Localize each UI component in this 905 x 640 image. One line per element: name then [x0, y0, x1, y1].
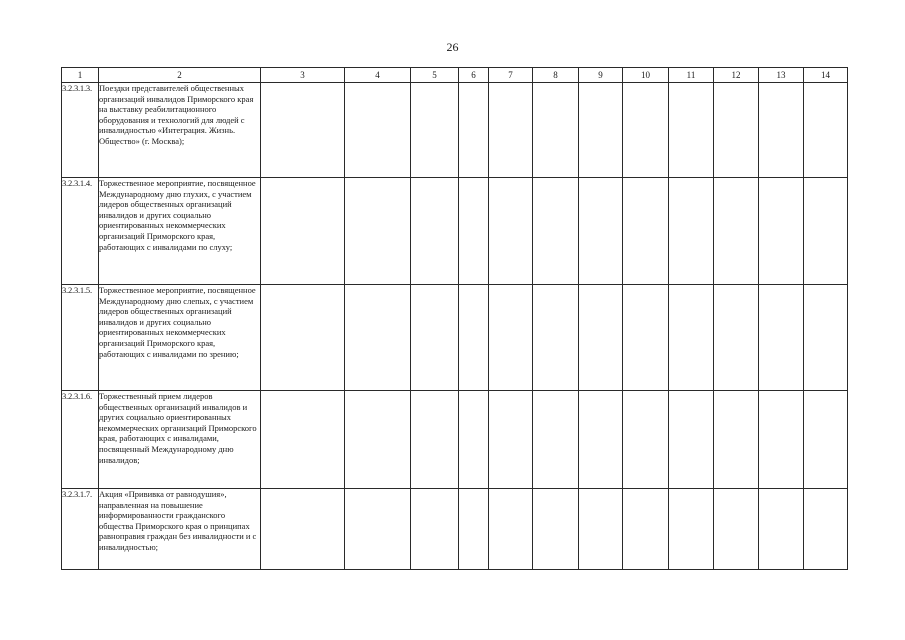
table-cell — [459, 178, 489, 285]
table-cell — [459, 83, 489, 178]
table-cell — [345, 178, 411, 285]
table-cell — [533, 83, 579, 178]
table-cell — [533, 285, 579, 391]
table-cell — [579, 285, 623, 391]
table-cell — [714, 285, 759, 391]
table-cell — [579, 83, 623, 178]
table-cell — [759, 178, 804, 285]
column-header: 6 — [459, 68, 489, 83]
table-row — [62, 391, 848, 489]
column-header: 11 — [669, 68, 714, 83]
column-header: 8 — [533, 68, 579, 83]
table-cell — [533, 178, 579, 285]
table-cell — [411, 178, 459, 285]
table-cell — [669, 178, 714, 285]
table-cell — [345, 285, 411, 391]
table-cell — [714, 178, 759, 285]
table-cell — [804, 391, 848, 489]
table-cell — [623, 83, 669, 178]
header-row — [62, 68, 848, 83]
table-cell — [345, 489, 411, 570]
item-description: Поездки представителей общественных организаций инвалидов Приморского края на выставку реабилитационного оборудования и технологий для людей с инвалидностью «Интеграция. Жизнь. Общество» (г. Москва); — [99, 83, 261, 178]
table-cell — [759, 391, 804, 489]
column-header: 5 — [411, 68, 459, 83]
item-code: 3.2.3.1.3. — [62, 83, 99, 178]
item-description: Торжественное мероприятие, посвященное Международному дню глухих, с участием лидеров общественных организаций инвалидов и других социально ориентированных некоммерческих организаций Приморского края, работающих с инвалидами по слуху; — [99, 178, 261, 285]
table-cell — [804, 489, 848, 570]
table-cell — [623, 489, 669, 570]
table-cell — [623, 285, 669, 391]
table-cell — [669, 391, 714, 489]
table-cell — [759, 489, 804, 570]
page-number: 26 — [446, 40, 459, 54]
item-description: Торжественное мероприятие, посвященное Международному дню слепых, с участием лидеров общественных организаций инвалидов и других социально ориентированных некоммерческих организаций Приморского края, работающих с инвалидами по зрению; — [99, 285, 261, 391]
table-row — [62, 285, 848, 391]
table-cell — [714, 391, 759, 489]
table-row — [62, 83, 848, 178]
table-cell — [459, 285, 489, 391]
table-cell — [579, 489, 623, 570]
table-cell — [261, 489, 345, 570]
table-cell — [489, 391, 533, 489]
table-cell — [669, 489, 714, 570]
table-cell — [261, 178, 345, 285]
table-cell — [804, 285, 848, 391]
table-cell — [623, 178, 669, 285]
table-cell — [459, 489, 489, 570]
item-description: Акция «Прививка от равнодушия», направленная на повышение информированности гражданского общества Приморского края о принципах равноправия граждан без инвалидности и с инвалидностью; — [99, 489, 261, 570]
table-row — [62, 489, 848, 570]
column-header: 4 — [345, 68, 411, 83]
table-cell — [489, 178, 533, 285]
table-cell — [489, 285, 533, 391]
table-cell — [489, 489, 533, 570]
table-cell — [411, 83, 459, 178]
column-header: 10 — [623, 68, 669, 83]
table-cell — [579, 391, 623, 489]
table-cell — [261, 285, 345, 391]
table-cell — [759, 285, 804, 391]
table-cell — [579, 178, 623, 285]
table-cell — [345, 391, 411, 489]
table-cell — [714, 83, 759, 178]
table-cell — [804, 178, 848, 285]
table-cell — [489, 83, 533, 178]
table-cell — [261, 83, 345, 178]
table-cell — [411, 489, 459, 570]
table-row — [62, 178, 848, 285]
table-cell — [459, 391, 489, 489]
table-cell — [804, 83, 848, 178]
table-cell — [759, 83, 804, 178]
table-cell — [669, 285, 714, 391]
table-cell — [669, 83, 714, 178]
table-cell — [411, 285, 459, 391]
table-cell — [533, 489, 579, 570]
item-code: 3.2.3.1.5. — [62, 285, 99, 391]
column-header: 3 — [261, 68, 345, 83]
column-header: 14 — [804, 68, 848, 83]
table-cell — [714, 489, 759, 570]
table-cell — [623, 391, 669, 489]
table-cell — [261, 391, 345, 489]
column-header: 13 — [759, 68, 804, 83]
column-header: 7 — [489, 68, 533, 83]
item-code: 3.2.3.1.7. — [62, 489, 99, 570]
table-cell — [345, 83, 411, 178]
table-cell — [533, 391, 579, 489]
column-header: 1 — [62, 68, 99, 83]
column-header: 2 — [99, 68, 261, 83]
column-header: 12 — [714, 68, 759, 83]
table-cell — [411, 391, 459, 489]
item-description: Торжественный прием лидеров общественных организаций инвалидов и других социально ориентированных некоммерческих организаций Приморского края, работающих с инвалидами, посвященный Международному дню инвалидов; — [99, 391, 261, 489]
column-header: 9 — [579, 68, 623, 83]
item-code: 3.2.3.1.4. — [62, 178, 99, 285]
program-table — [61, 67, 848, 570]
item-code: 3.2.3.1.6. — [62, 391, 99, 489]
